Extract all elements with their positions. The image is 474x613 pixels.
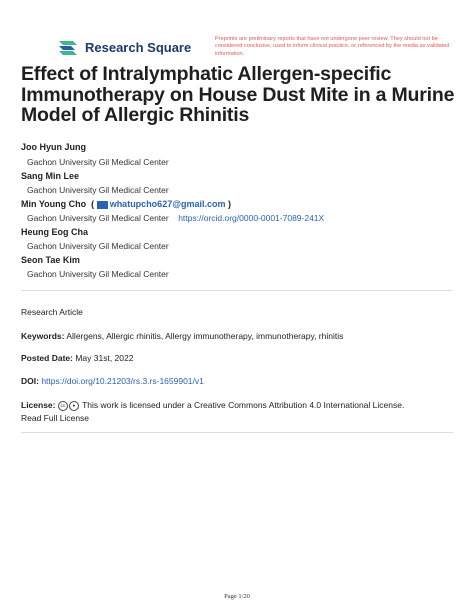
email-open-paren: (: [88, 199, 95, 209]
research-square-logo-icon: [57, 38, 79, 56]
by-icon: ●: [69, 401, 79, 411]
author-affiliation: Gachon University Gil Medical Center: [27, 185, 169, 195]
author-name-with-email: [21, 199, 231, 209]
author-affiliation: Gachon University Gil Medical Center: [27, 269, 169, 279]
cc-icon: cc: [58, 401, 68, 411]
license-text: This work is licensed under a Creative Commons Attribution 4.0 International License.: [82, 400, 405, 410]
author-email-link[interactable]: whatupcho627@gmail.com: [109, 199, 226, 209]
orcid-link[interactable]: https://orcid.org/0000-0001-7089-241X: [178, 213, 325, 223]
read-full-license-link[interactable]: Read Full License: [21, 413, 90, 423]
license-row: [21, 400, 404, 411]
author-name: Heung Eog Cha: [21, 227, 88, 237]
posted-date-row: [21, 353, 133, 363]
preprint-disclaimer: Preprints are preliminary reports that have not undergone peer review. They should not be considered conclusive, used to inform clinical practice, or referenced by the media as validated information.: [215, 36, 450, 57]
page-number: Page 1/20: [224, 593, 250, 600]
author-affiliation-row: [27, 213, 324, 223]
author-affiliation: Gachon University Gil Medical Center: [27, 157, 169, 167]
logo-text: Research Square: [85, 39, 192, 55]
research-square-logo[interactable]: [57, 38, 191, 56]
divider: [21, 290, 453, 291]
author-affiliation: Gachon University Gil Medical Center: [27, 213, 169, 223]
author-name: Joo Hyun Jung: [21, 142, 86, 152]
author-affiliation: Gachon University Gil Medical Center: [27, 241, 169, 251]
keywords-label: Keywords:: [21, 331, 65, 341]
license-label: License:: [21, 400, 56, 410]
doi-label: DOI:: [21, 376, 39, 386]
keywords-value: Allergens, Allergic rhinitis, Allergy immunotherapy, immunotherapy, rhinitis: [66, 331, 344, 341]
keywords-row: [21, 331, 343, 341]
author-name: Min Young Cho: [21, 199, 87, 209]
posted-date-value: May 31st, 2022: [75, 353, 134, 363]
author-name: Sang Min Lee: [21, 171, 80, 181]
doi-link[interactable]: https://doi.org/10.21203/rs.3.rs-1659901/v1: [41, 376, 204, 386]
divider: [21, 432, 453, 433]
author-name: Seon Tae Kim: [21, 255, 80, 265]
email-close-paren: ): [225, 199, 231, 209]
article-type: Research Article: [21, 307, 83, 317]
paper-title: Effect of Intralymphatic Allergen-specific Immunotherapy on House Dust Mite in a Murine Model of Allergic Rhinitis: [21, 63, 455, 126]
posted-date-label: Posted Date:: [21, 353, 73, 363]
doi-row: [21, 376, 204, 386]
envelope-icon: [97, 201, 108, 209]
